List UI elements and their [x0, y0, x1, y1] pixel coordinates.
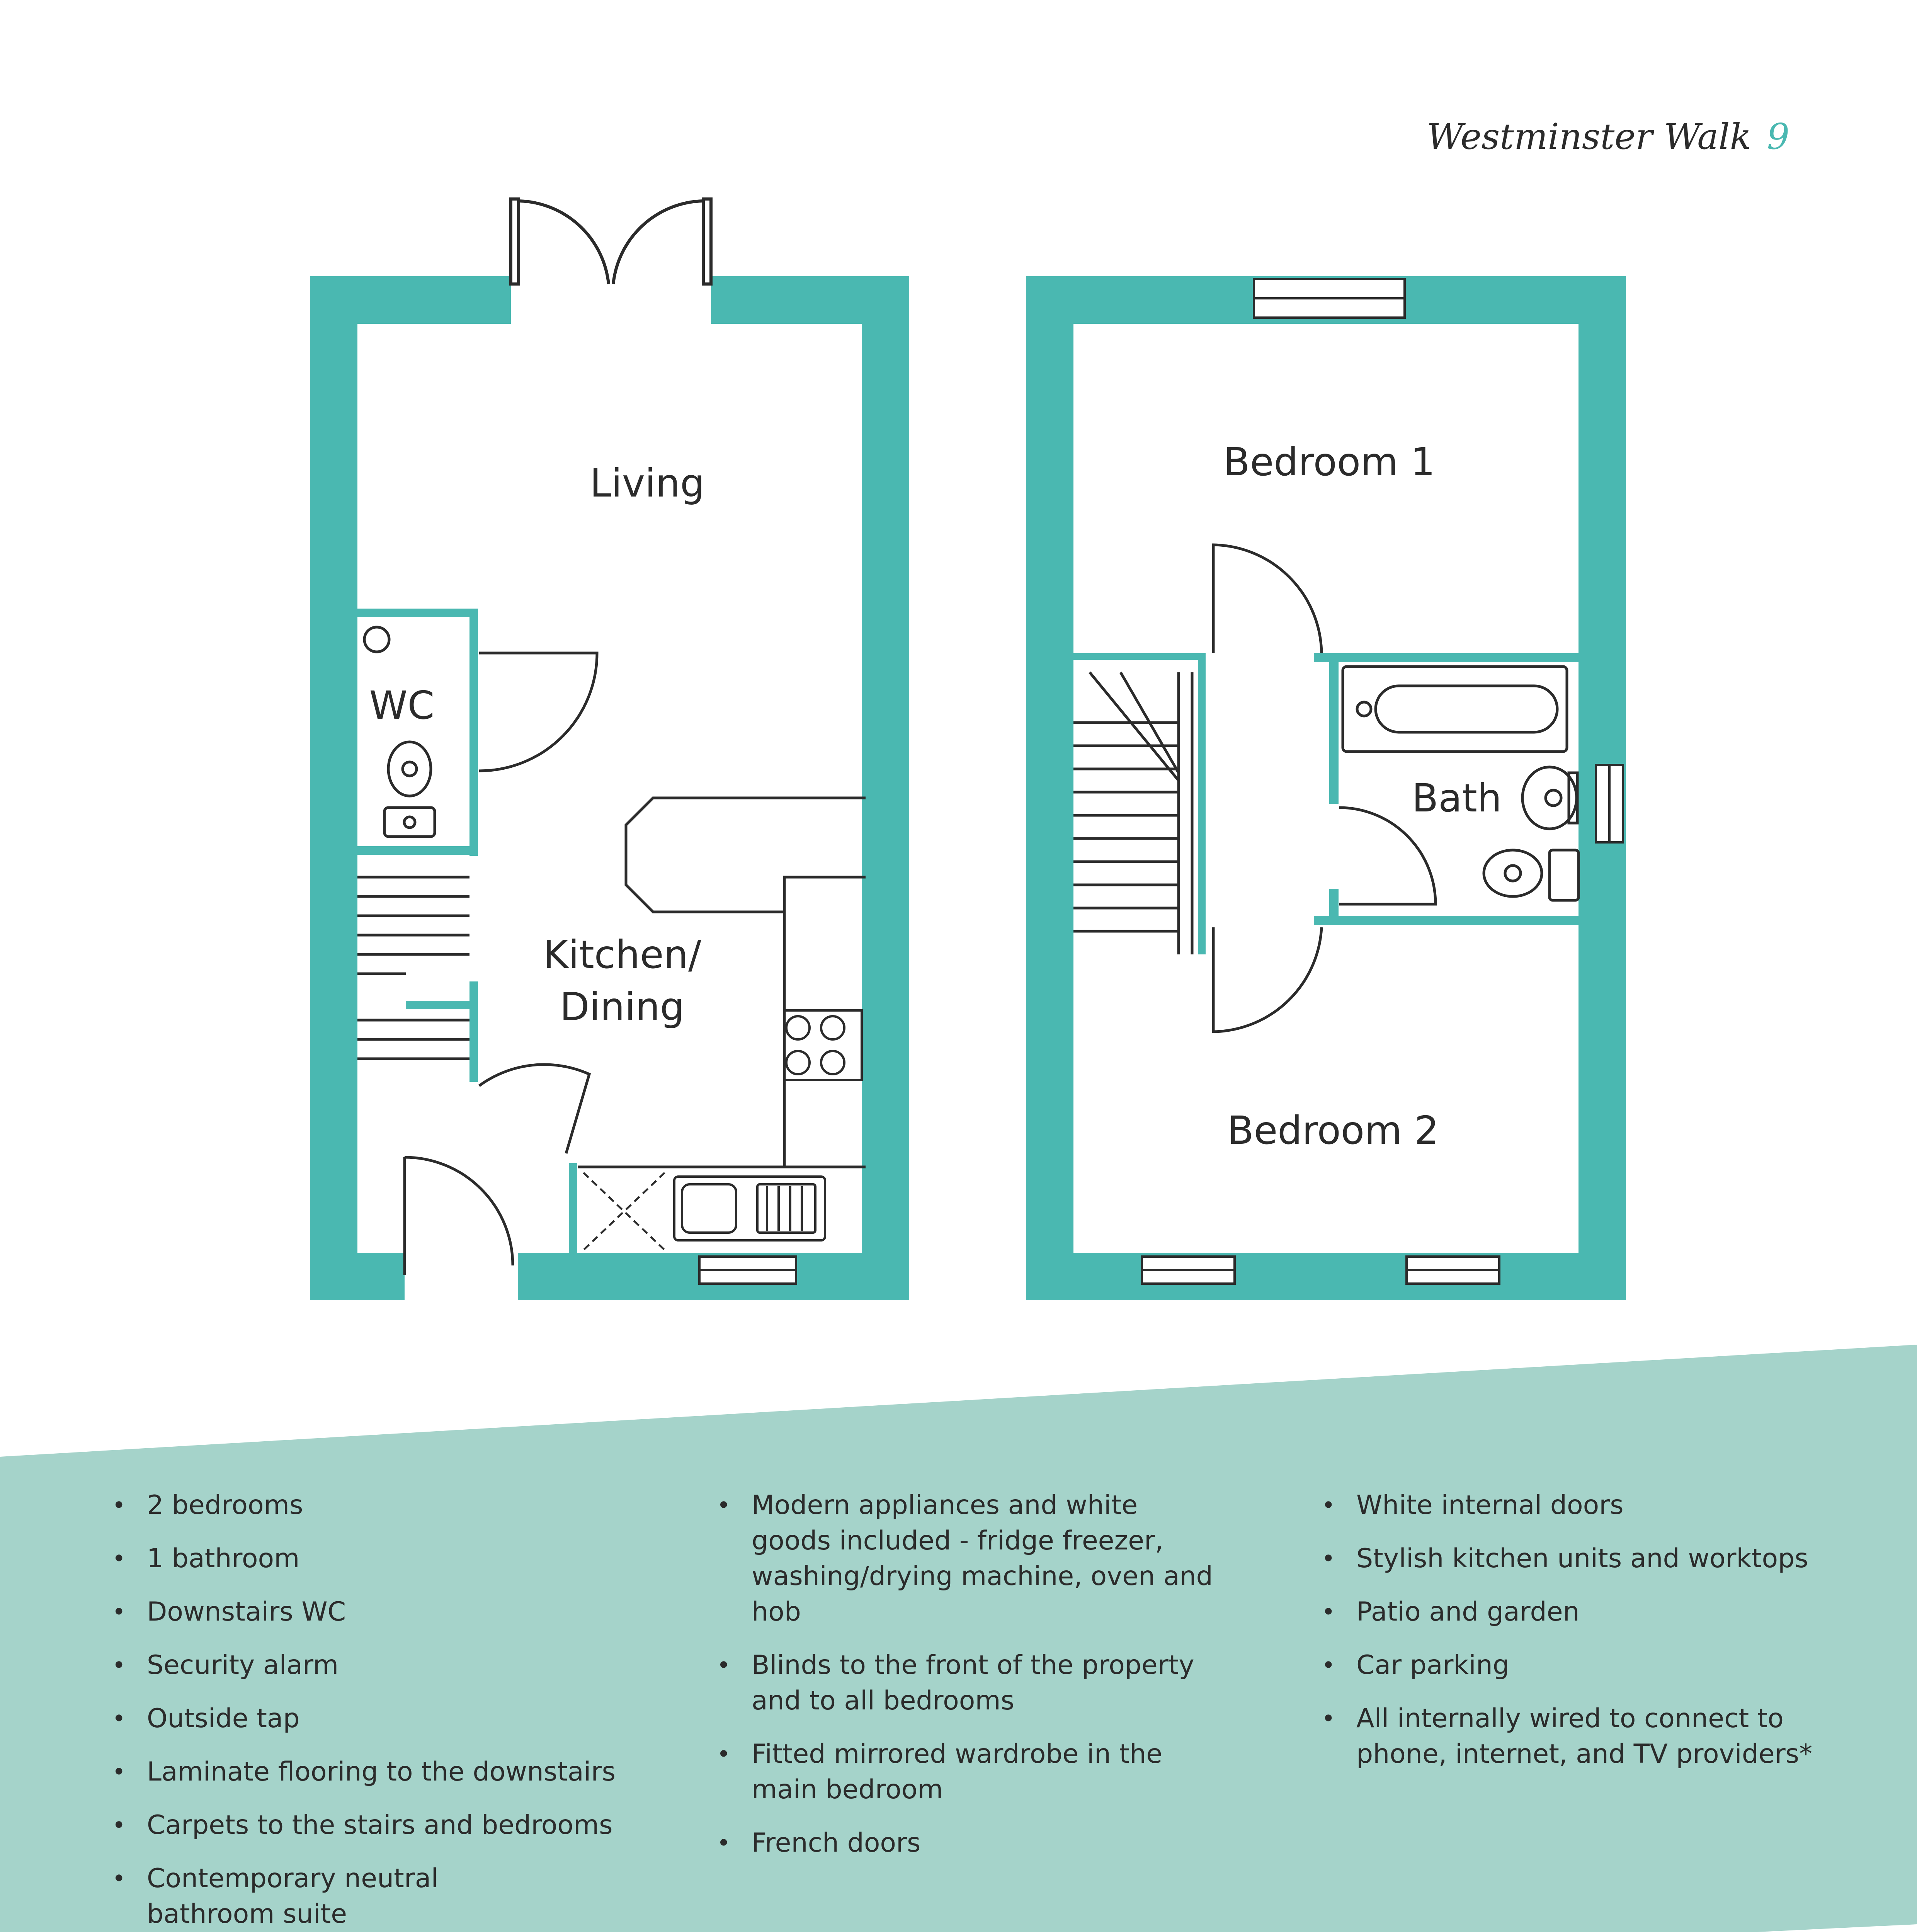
feature-item: • Patio and garden	[1356, 1594, 1824, 1630]
feature-item: • French doors	[752, 1825, 1219, 1861]
appliance-space-icon	[583, 1173, 665, 1250]
feature-item: • Carpets to the stairs and bedrooms	[147, 1808, 653, 1843]
feature-item: • Modern appliances and white goods included - fridge freezer, washing/drying machine, oven and hob	[752, 1488, 1219, 1630]
feature-item: • Fitted mirrored wardrobe in the main bedroom	[752, 1736, 1219, 1808]
stairs-icon	[357, 877, 469, 1059]
feature-item: • Blinds to the front of the property and to all bedrooms	[752, 1648, 1219, 1719]
feature-item: • All internally wired to connect to phone, internet, and TV providers*	[1356, 1701, 1824, 1772]
window-icon	[699, 1257, 796, 1284]
feature-item: • White internal doors	[1356, 1488, 1824, 1523]
room-label-dining: Dining	[560, 984, 685, 1029]
feature-item: • Contemporary neutral bathroom suite	[147, 1861, 495, 1932]
room-label-bedroom-2: Bedroom 2	[1227, 1108, 1439, 1153]
feature-item: • Outside tap	[147, 1701, 653, 1736]
features-column-2	[717, 1488, 1219, 1879]
room-label-bedroom-1: Bedroom 1	[1223, 439, 1435, 485]
page-number: 9	[1767, 116, 1789, 157]
french-doors-icon	[511, 199, 711, 284]
feature-item: • Security alarm	[147, 1648, 653, 1683]
first-floor-plan	[1026, 276, 1626, 1300]
feature-item: • Stylish kitchen units and worktops	[1356, 1541, 1824, 1577]
feature-item: • 2 bedrooms	[147, 1488, 653, 1523]
room-label-living: Living	[590, 461, 705, 506]
features-column-3	[1322, 1488, 1824, 1790]
stairs-icon	[1073, 672, 1192, 954]
toilet-icon	[364, 627, 435, 837]
room-label-bath: Bath	[1412, 776, 1502, 821]
feature-item: • Car parking	[1356, 1648, 1824, 1683]
ground-floor-plan	[310, 199, 909, 1300]
bath-icon	[1343, 667, 1567, 752]
washbasin-icon	[1522, 767, 1577, 829]
room-label-kitchen: Kitchen/	[543, 932, 701, 977]
feature-item: • Laminate flooring to the downstairs	[147, 1754, 653, 1790]
room-label-wc: WC	[369, 683, 435, 728]
features-column-1	[112, 1488, 653, 1932]
feature-item: • 1 bathroom	[147, 1541, 653, 1577]
feature-item: • Downstairs WC	[147, 1594, 653, 1630]
hob-icon	[784, 1010, 862, 1080]
development-title: Westminster Walk	[1427, 116, 1752, 157]
toilet-icon	[1484, 850, 1579, 900]
sink-icon	[674, 1177, 825, 1240]
